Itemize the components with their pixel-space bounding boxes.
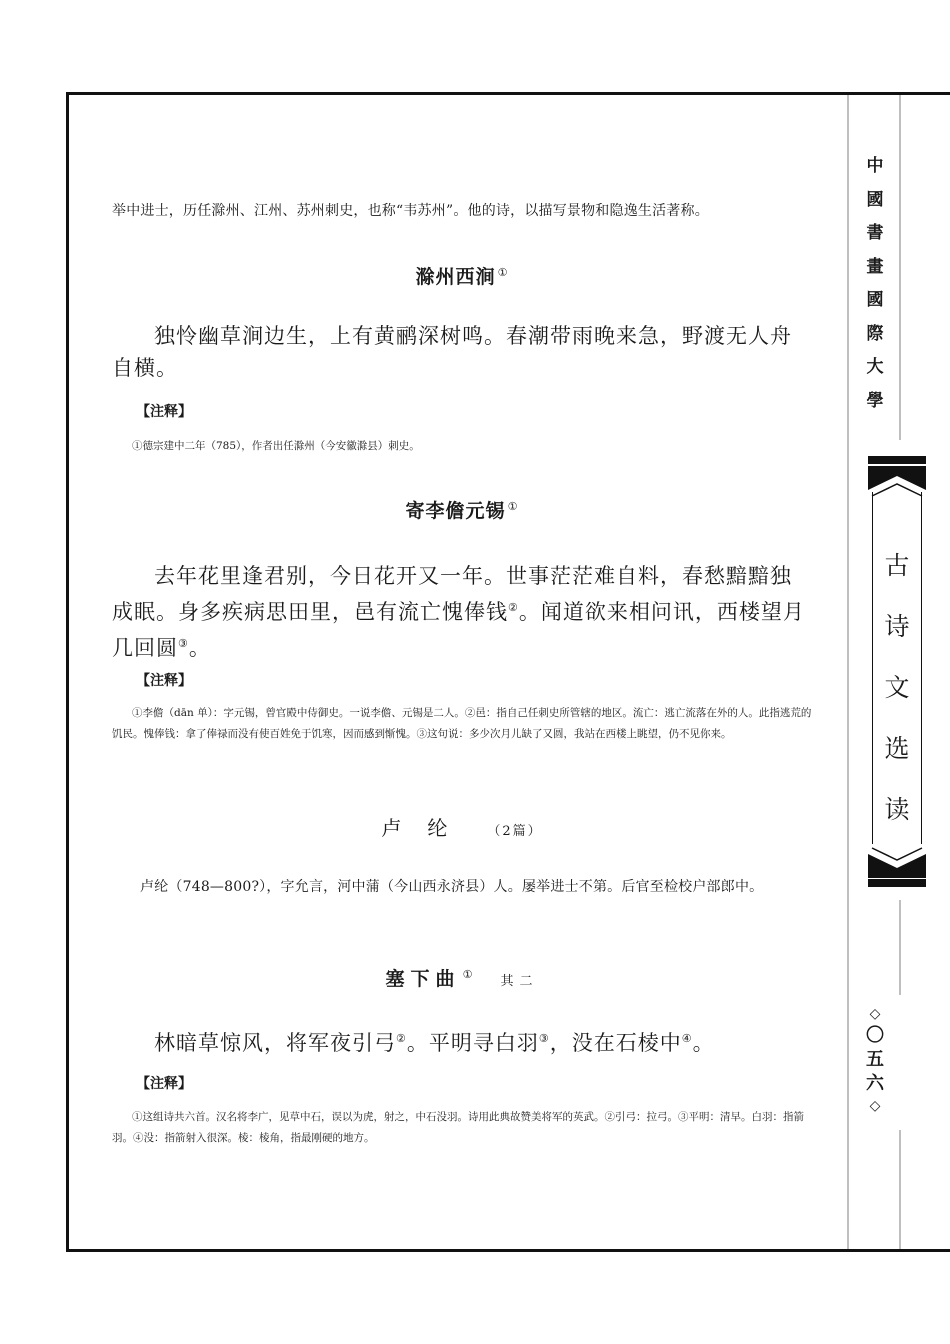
notes-text: ①李儋（dān 单）：字元锡，曾官殿中侍御史。一说李儋、元锡是二人。②邑：指自己任刺史所管辖的地区。流亡：逃亡流落在外的人。此指逃荒的饥民。愧俸钱：拿了俸禄而没有使百姓免于饥寒，因而感到惭愧。③这句说：多少次月儿缺了又圆，我站在西楼上眺望，仍不见你来。: [112, 707, 812, 740]
banner-bottom-ornament: [868, 838, 926, 878]
author-heading: 卢纶 （2篇）: [381, 816, 543, 840]
notes-text: ①德宗建中二年（785），作者出任滁州（今安徽滁县）刺史。: [132, 440, 420, 452]
poem-body: 独怜幽草涧边生，上有黄鹂深树鸣。春潮带雨晚来急，野渡无人舟自横。: [112, 324, 792, 380]
book-title: 古 诗 文 选 读: [884, 551, 910, 824]
banner-bar-bottom: [868, 879, 926, 887]
poem-title: 寄李儋元锡 ①: [405, 499, 519, 522]
poem-title: 塞下曲 ① 其二: [385, 967, 539, 990]
poem-body: 去年花里逢君别，今日花开又一年。世事茫茫难自料，春愁黯黯独成眠。身多疾病思田里，邑有流亡愧俸钱②。闻道欲来相问讯，西楼望月几回圆③。: [112, 564, 805, 660]
poem-title: 滁州西涧 ①: [415, 265, 509, 288]
banner-bar-top: [868, 456, 926, 464]
bio-lu-lun: 卢纶（748—800?），字允言，河中蒲（今山西永济县）人。屡举进士不第。后官至检校户部郎中。: [140, 879, 764, 895]
bio-wei-yingwu: 举中进士，历任滁州、江州、苏州刺史，也称“韦苏州”。他的诗，以描写景物和隐逸生活著称。: [112, 203, 709, 219]
column-separator: [847, 95, 849, 1249]
side-rule-top: [899, 95, 901, 440]
side-rule-bottom: [899, 1130, 901, 1249]
page-number: ◇ 〇 五 六 ◇: [866, 1006, 884, 1114]
side-rule-middle: [899, 900, 901, 995]
notes-heading: 【注释】: [136, 404, 192, 420]
poem-body: 林暗草惊风，将军夜引弓②。平明寻白羽③，没在石棱中④。: [154, 1031, 715, 1055]
notes-heading: 【注释】: [136, 673, 192, 689]
notes-heading: 【注释】: [136, 1076, 192, 1092]
side-title: 中 國 書 畫 國 際 大 學: [866, 156, 884, 411]
notes-text: ①这组诗共六首。汉名将李广，见草中石，误以为虎，射之，中石没羽。诗用此典故赞美将军的英武。②引弓：拉弓。③平明：清早。白羽：指箭羽。④没：指箭射入很深。棱：棱角，指最刚硬的地方。: [112, 1111, 804, 1144]
